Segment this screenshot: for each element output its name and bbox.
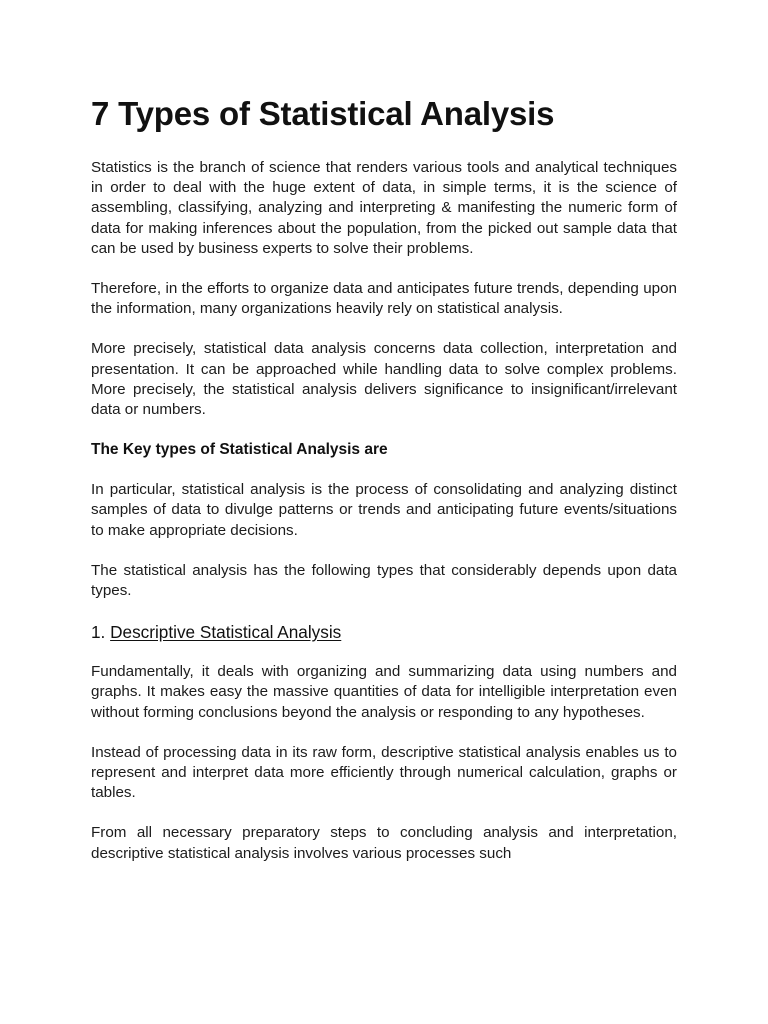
section-1-paragraph-2: Instead of processing data in its raw form, descriptive statistical analysis enables us to represent and interpret data more efficiently through numerical calculation, graphs or tables. xyxy=(91,743,677,802)
section-1-heading-link[interactable]: Descriptive Statistical Analysis xyxy=(110,622,342,643)
intro-paragraph-2: Therefore, in the efforts to organize data and anticipates future trends, depending upon the information, many organizations heavily rely on statistical analysis. xyxy=(91,280,677,318)
section-1-paragraph-3: From all necessary preparatory steps to concluding analysis and interpretation, descriptive statistical analysis involves various processes such xyxy=(91,824,677,862)
page-title: 7 Types of Statistical Analysis xyxy=(91,95,555,132)
section-1-heading xyxy=(91,621,677,643)
key-paragraph-2: The statistical analysis has the following types that considerably depends upon data types. xyxy=(91,561,677,600)
intro-paragraph-3: More precisely, statistical data analysis concerns data collection, interpretation and presentation. It can be approached while handling data to solve complex problems. More precisely, the statistical analysis delivers significance to insignificant/irrelevant data or numbers. xyxy=(91,340,677,419)
section-1-paragraph-1: Fundamentally, it deals with organizing and summarizing data using numbers and graphs. It makes easy the massive quantities of data for intelligible interpretation even without forming conclusions beyond the analysis or responding to any hypotheses. xyxy=(91,663,677,721)
key-paragraph-1: In particular, statistical analysis is the process of consolidating and analyzing distinct samples of data to divulge patterns or trends and anticipating future events/situations to make appropriate decisions. xyxy=(91,481,677,539)
section-1-number: 1. xyxy=(91,622,111,643)
key-types-heading: The Key types of Statistical Analysis are xyxy=(91,441,388,459)
document-page xyxy=(91,92,677,884)
intro-paragraph-1: Statistics is the branch of science that renders various tools and analytical techniques in order to deal with the huge extent of data, in simple terms, it is the science of assembling, classifying, analyzing and interpreting & manifesting the numeric form of data for making inferences about the population, from the picked out sample data that can be used by business experts to solve their problems. xyxy=(91,159,677,257)
